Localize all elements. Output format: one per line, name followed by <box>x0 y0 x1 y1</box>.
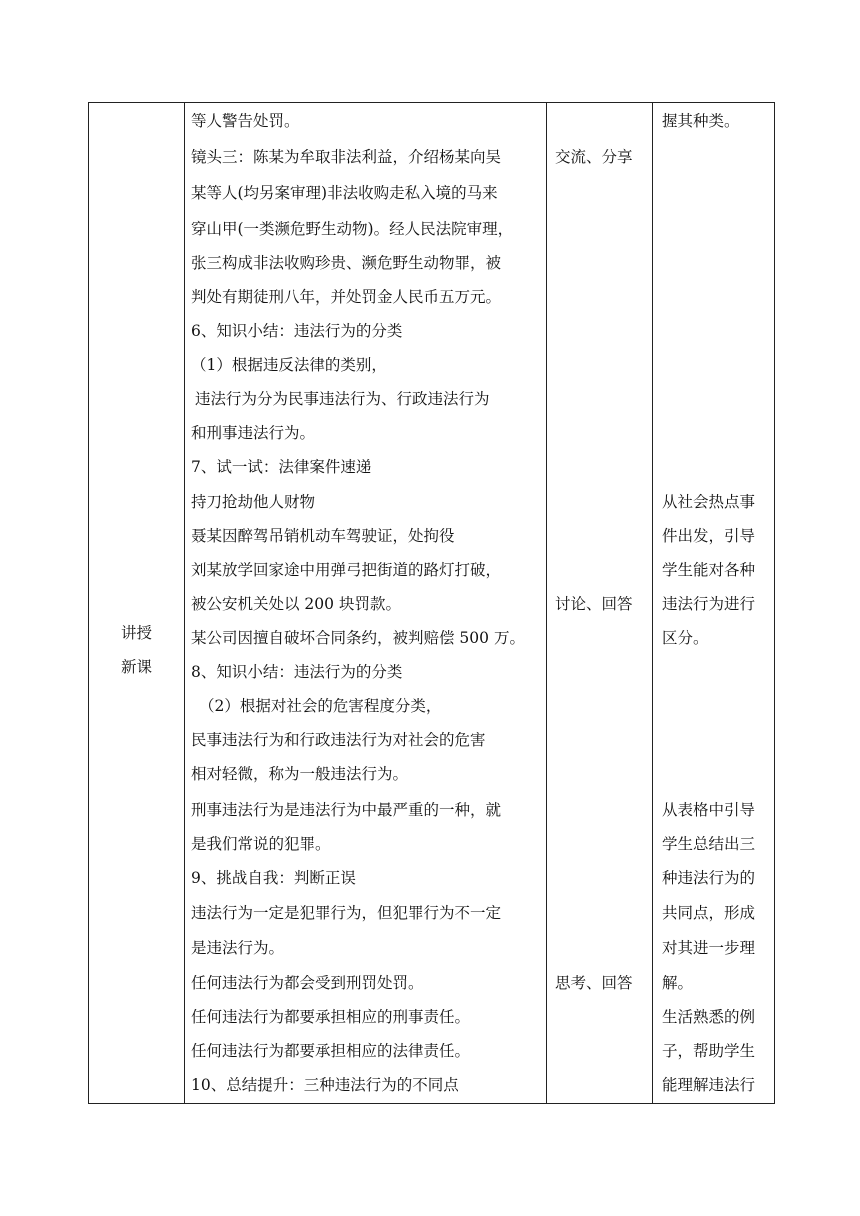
content-line: 被公安机关处以 200 块罚款。 <box>191 595 401 613</box>
content-line: 张三构成非法收购珍贵、濒危野生动物罪，被 <box>191 254 502 272</box>
content-line: 违法行为一定是犯罪行为，但犯罪行为不一定 <box>191 904 502 922</box>
stage-cell <box>89 103 185 1104</box>
content-line: 持刀抢劫他人财物 <box>191 493 316 511</box>
content-line: 穿山甲(一类濒危野生动物)。经人民法院审理， <box>191 220 514 238</box>
content-line: 任何违法行为都会受到刑罚处罚。 <box>191 974 424 992</box>
design-line: 子，帮助学生 <box>662 1042 756 1060</box>
content-line: 刘某放学回家途中用弹弓把街道的路灯打破， <box>191 561 502 579</box>
design-line: 从社会热点事 <box>662 493 756 511</box>
design-line: 握其种类。 <box>662 112 740 130</box>
design-line: 对其进一步理 <box>662 939 756 957</box>
content-line: 10、总结提升：三种违法行为的不同点 <box>191 1076 459 1094</box>
content-line: 某等人(均另案审理)非法收购走私入境的马来 <box>191 184 498 202</box>
content-line: 刑事违法行为是违法行为中最严重的一种，就 <box>191 801 502 819</box>
activity-text: 交流、分享 <box>555 148 633 166</box>
design-line: 能理解违法行 <box>662 1076 756 1094</box>
design-line: 生活熟悉的例 <box>662 1008 756 1026</box>
activity-text: 思考、回答 <box>555 974 633 992</box>
design-line: 从表格中引导 <box>662 801 756 819</box>
content-line: 6、知识小结：违法行为的分类 <box>191 322 403 340</box>
content-line: 违法行为分为民事违法行为、行政违法行为 <box>195 390 490 408</box>
design-line: 学生总结出三 <box>662 835 756 853</box>
content-line: 9、挑战自我：判断正误 <box>191 869 356 887</box>
content-line: 任何违法行为都要承担相应的刑事责任。 <box>191 1008 471 1026</box>
content-line: （2）根据对社会的危害程度分类， <box>199 697 442 715</box>
content-line: （1）根据违反法律的类别， <box>191 356 387 374</box>
design-line: 解。 <box>662 974 694 992</box>
design-line: 种违法行为的 <box>662 869 756 887</box>
design-line: 学生能对各种 <box>662 561 756 579</box>
content-line: 和刑事违法行为。 <box>191 424 316 442</box>
content-cell <box>185 103 547 1104</box>
content-line: 相对轻微，称为一般违法行为。 <box>191 765 409 783</box>
activity-cell <box>547 103 653 1104</box>
design-line: 件出发，引导 <box>662 527 756 545</box>
content-line: 聂某因醉驾吊销机动车驾驶证，处拘役 <box>191 527 455 545</box>
content-line: 7、试一试：法律案件速递 <box>191 458 372 476</box>
stage-label-line2: 新课 <box>120 658 152 676</box>
design-line: 违法行为进行 <box>662 595 756 613</box>
table-row <box>89 103 775 1104</box>
content-line: 等人警告处罚。 <box>191 112 300 130</box>
activity-text: 讨论、回答 <box>555 595 633 613</box>
content-line: 判处有期徒刑八年，并处罚金人民币五万元。 <box>191 288 502 306</box>
lesson-plan-table <box>88 102 775 1104</box>
content-line: 民事违法行为和行政违法行为对社会的危害 <box>191 731 486 749</box>
design-line: 共同点，形成 <box>662 904 756 922</box>
content-line: 8、知识小结：违法行为的分类 <box>191 663 403 681</box>
content-line: 某公司因擅自破坏合同条约，被判赔偿 500 万。 <box>191 629 525 647</box>
content-line: 任何违法行为都要承担相应的法律责任。 <box>191 1042 471 1060</box>
design-intent-cell <box>653 103 775 1104</box>
content-line: 是我们常说的犯罪。 <box>191 835 331 853</box>
stage-label-line1: 讲授 <box>120 624 152 642</box>
content-line: 是违法行为。 <box>191 939 285 957</box>
content-line: 镜头三：陈某为牟取非法利益，介绍杨某向吴 <box>191 148 502 166</box>
design-line: 区分。 <box>662 629 709 647</box>
